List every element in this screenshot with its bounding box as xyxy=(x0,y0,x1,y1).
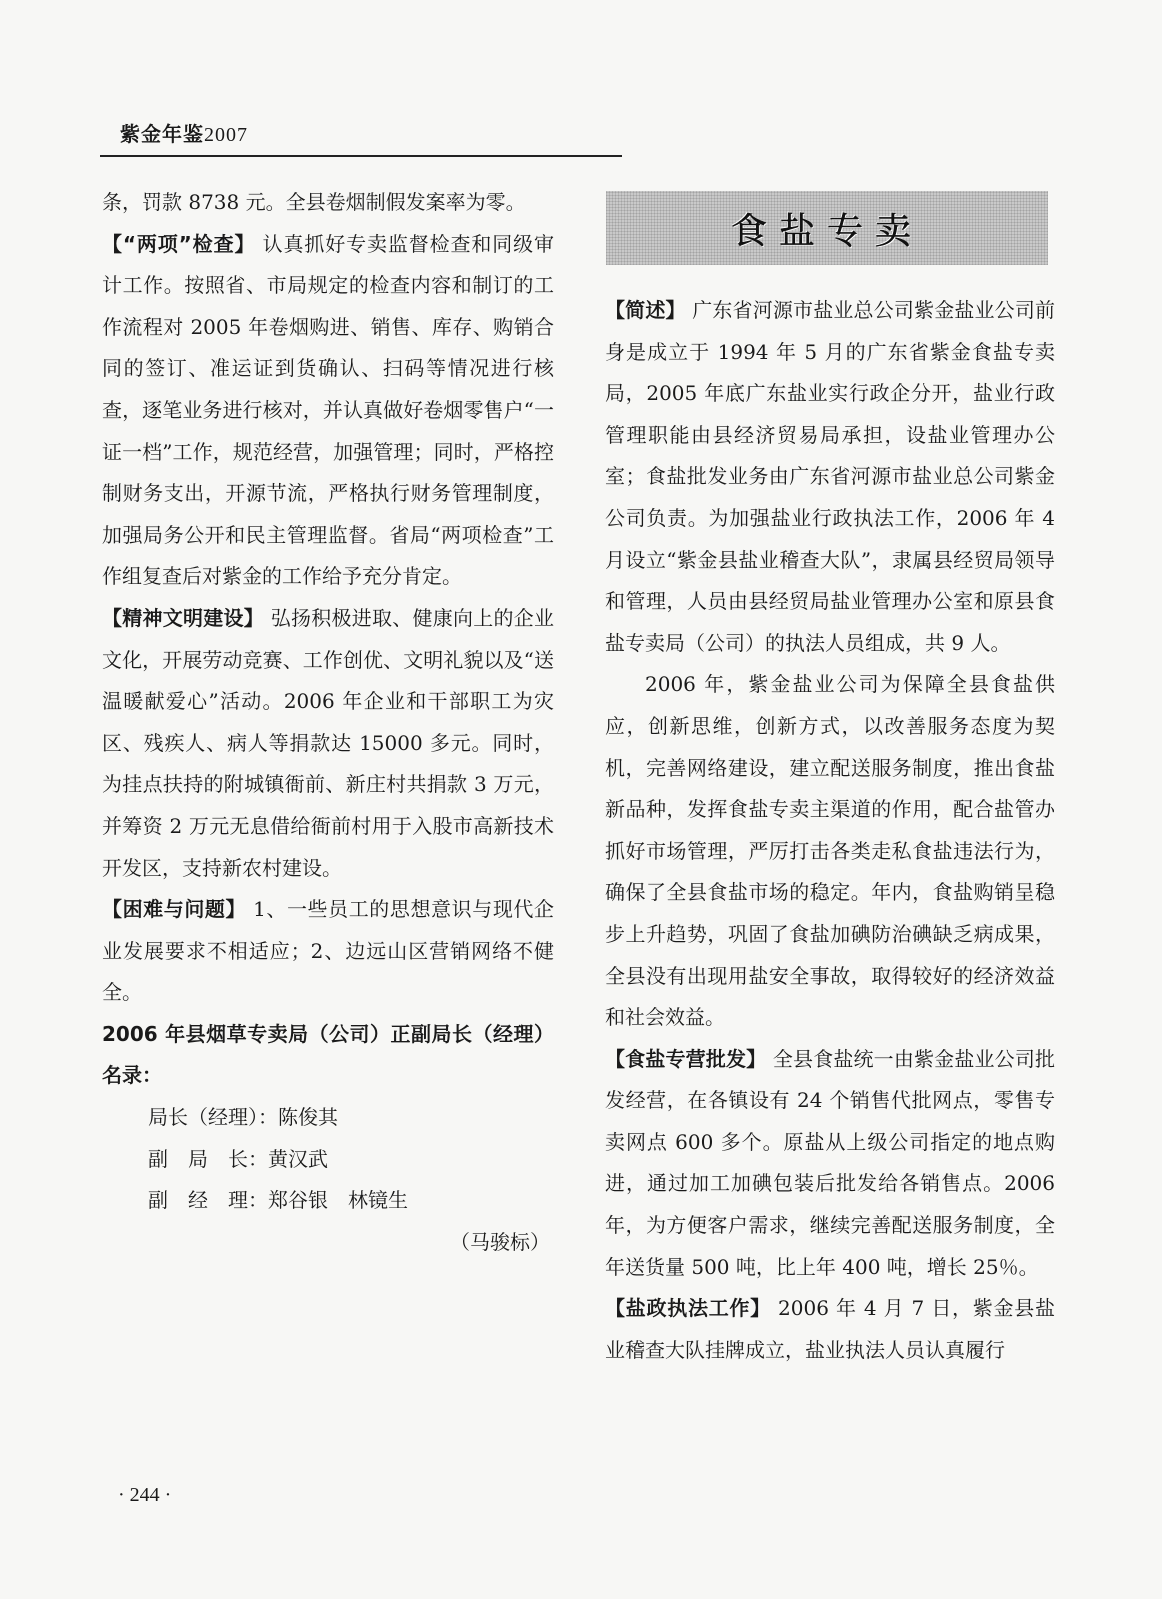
term-enforcement: 【盐政执法工作】 xyxy=(605,1296,771,1321)
roster-item: 副 局 长：黄汉武 xyxy=(148,1146,328,1171)
roster-item: 局长（经理）：陈俊其 xyxy=(148,1105,338,1130)
term-difficulties: 【困难与问题】 xyxy=(102,897,247,922)
term-spiritual-civilization: 【精神文明建设】 xyxy=(102,605,265,630)
author-signature: （马骏标） xyxy=(450,1229,550,1254)
term-overview: 【简述】 xyxy=(605,298,686,322)
right-column xyxy=(605,290,1055,1371)
text-enforcement: 2006 年 4 月 7 日，紫金县盐业稽查大队挂牌成立，盐业执法人员认真履行 xyxy=(605,1296,1056,1362)
paragraph-2006-summary: 2006 年，紫金盐业公司为保障全县食盐供应，创新思维，创新方式，以改善服务态度为契机，完善网络建设，建立配送服务制度，推出食盐新品种，发挥食盐专卖主渠道的作用，配合盐管办抓好市场管理，严厉打击各类走私食盐违法行为，确保了全县食盐市场的稳定。年内，食盐购销呈稳步上升趋势，巩固了食盐加碘防治碘缺乏病成果，全县没有出现用盐安全事故，取得较好的经济效益和社会效益。 xyxy=(605,672,1055,1030)
header-rule xyxy=(100,155,622,157)
term-wholesale: 【食盐专营批发】 xyxy=(605,1046,767,1071)
text-spiritual-civilization: 弘扬积极进取、健康向上的企业文化，开展劳动竞赛、工作创优、文明礼貌以及“送温暖献爱心”活动。2006 年企业和干部职工为灾区、残疾人、病人等捐款达 15000 多元。同时，为挂点扶持的附城镇衙前、新庄村共捐款 3 万元，并筹资 2 万元无息借给衙前村用于入股市高新技术开发区，支持新农村建设。 xyxy=(102,605,555,880)
yearbook-year: 2007 xyxy=(204,124,248,146)
roster-heading: 2006 年县烟草专卖局（公司）正副局长（经理）名录： xyxy=(102,1021,554,1088)
text-two-inspections: 认真抓好专卖监督检查和同级审计工作。按照省、市局规定的检查内容和制订的工作流程对 2005 年卷烟购进、销售、库存、购销合同的签订、准运证到货确认、扫码等情况进行核查，逐笔业务进行核对，并认真做好卷烟零售户“一证一档”工作，规范经营，加强管理；同时，严格控制财务支出，开源节流，严格执行财务管理制度，加强局务公开和民主管理监督。省局“两项检查”工作组复查后对紫金的工作给予充分肯定。 xyxy=(102,231,555,589)
text-difficulties: 1、一些员工的思想意识与现代企业发展要求不相适应；2、边远山区营销网络不健全。 xyxy=(102,897,555,1005)
paragraph-overview xyxy=(605,290,1055,664)
section-title: 食盐专卖 xyxy=(730,210,923,252)
text-overview: 广东省河源市盐业总公司紫金盐业公司前身是成立于 1994 年 5 月的广东省紫金食盐专卖局，2005 年底广东盐业实行政企分开，盐业行政管理职能由县经济贸易局承担，设盐业管理办公室；食盐批发业务由广东省河源市盐业总公司紫金公司负责。为加强盐业行政执法工作，2006 年 4 月设立“紫金县盐业稽查大队”，隶属县经贸局领导和管理，人员由县经贸局盐业管理办公室和原县食盐专卖局（公司）的执法人员组成，共 9 人。 xyxy=(605,298,1056,655)
paragraph-difficulties xyxy=(102,889,554,1014)
term-two-inspections: 【“两项”检查】 xyxy=(102,231,256,256)
paragraph-enforcement xyxy=(605,1288,1055,1371)
roster-item: 副 经 理：郑谷银 林镜生 xyxy=(148,1188,408,1213)
section-banner xyxy=(606,191,1048,265)
paragraph-two-inspections xyxy=(102,224,554,598)
running-header xyxy=(120,118,248,147)
yearbook-title: 紫金年鉴 xyxy=(120,122,204,146)
left-column xyxy=(102,182,554,1263)
paragraph-spiritual-civilization xyxy=(102,598,554,889)
paragraph-wholesale xyxy=(605,1039,1055,1289)
text-wholesale: 全县食盐统一由紫金盐业公司批发经营，在各镇设有 24 个销售代批网点，零售专卖网点 600 多个。原盐从上级公司指定的地点购进，通过加工加碘包装后批发给各销售点。2006 年，为方便客户需求，继续完善配送服务制度，全年送货量 500 吨，比上年 400 吨，增长 25％。 xyxy=(605,1046,1056,1279)
continued-paragraph: 条，罚款 8738 元。全县卷烟制假发案率为零。 xyxy=(102,190,526,214)
page-number: · 244 · xyxy=(118,1484,172,1506)
